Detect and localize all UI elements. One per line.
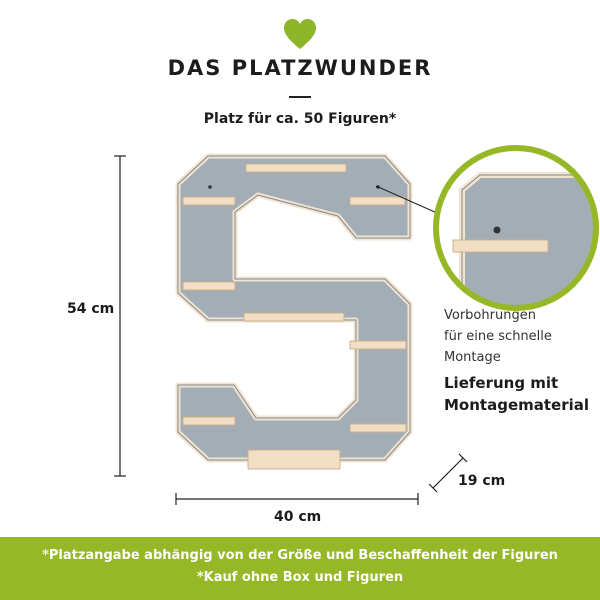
width-label: 40 cm — [274, 509, 322, 525]
footer-banner — [0, 537, 600, 600]
page-title: DAS PLATZWUNDER — [167, 56, 433, 80]
depth-label: 19 cm — [458, 473, 506, 489]
height-dimension-line — [114, 156, 126, 476]
delivery-line: Montagematerial — [444, 396, 590, 414]
page-subtitle: Platz für ca. 50 Figuren* — [203, 111, 397, 127]
delivery-line: Lieferung mit — [444, 374, 559, 392]
note-line: für eine schnelle — [444, 329, 552, 344]
height-label: 54 cm — [67, 301, 115, 317]
width-dimension-line — [176, 493, 418, 505]
note-line: Vorbohrungen — [444, 308, 536, 323]
delivery-note — [444, 372, 600, 416]
detail-zoom-circle — [430, 140, 600, 320]
footer-line-2: *Kauf ohne Box und Figuren — [196, 570, 404, 585]
note-line: Montage — [444, 350, 501, 365]
predrilled-holes-note — [444, 305, 594, 368]
footer-line-1: *Platzangabe abhängig von der Größe und Beschaffenheit der Figuren — [42, 548, 558, 563]
